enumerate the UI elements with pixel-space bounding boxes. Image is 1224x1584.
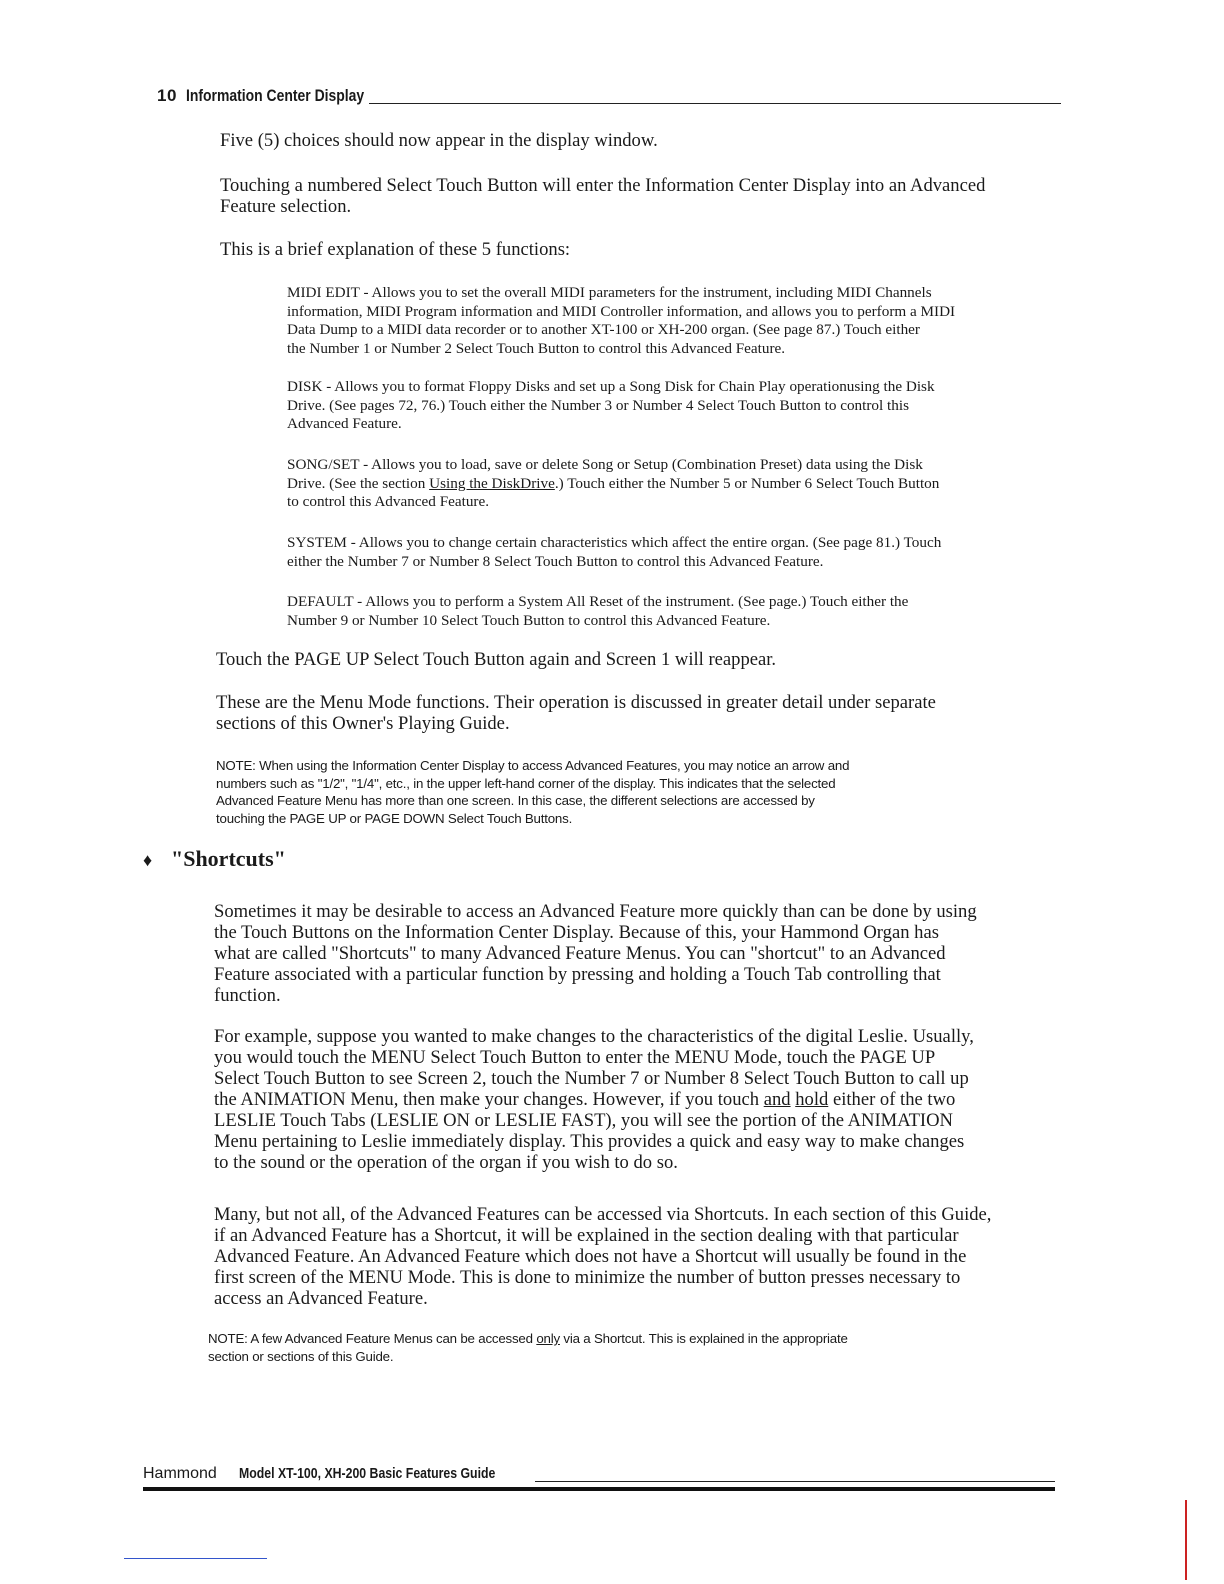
page-up-paragraph: Touch the PAGE UP Select Touch Button again and Screen 1 will reappear. [216, 649, 777, 670]
bottom-rule [124, 1558, 267, 1559]
guide-title: Model XT-100, XH-200 Basic Features Guide [239, 1465, 496, 1482]
footer-rule-thick [143, 1487, 1055, 1491]
shortcuts-title: "Shortcuts" [171, 846, 286, 871]
margin-marker [1185, 1500, 1187, 1580]
section-reference-link[interactable]: Using the DiskDrive [429, 474, 555, 492]
section-title: Information Center Display [186, 86, 365, 105]
function-default: DEFAULT - Allows you to perform a System All Reset of the instrument. (See page.) Touch either the Number 9 or Number 10 Select Touch Button to control this Advanced Feature. [287, 593, 909, 629]
intro-paragraph-1: Five (5) choices should now appear in the display window. [220, 130, 658, 151]
function-disk: DISK - Allows you to format Floppy Disks and set up a Song Disk for Chain Play operationusing the Disk Drive. (See pages 72, 76.) Touch either the Number 3 or Number 4 Select Touch Button to control this Advanced Feature. [287, 378, 935, 432]
shortcuts-heading [143, 846, 286, 872]
shortcuts-paragraph-1: Sometimes it may be desirable to access an Advanced Feature more quickly than can be done by using the Touch Buttons on the Information Center Display. Because of this, your Hammond Organ has what are called "Shortcuts" to many Advanced Feature Menus. You can "shortcut" to an Advanced Feature associated with a particular function by pressing and holding a Touch Tab controlling that function. [214, 901, 977, 1006]
footer-rule-thin [535, 1481, 1055, 1482]
intro-paragraph-3: This is a brief explanation of these 5 functions: [220, 239, 571, 260]
note-advanced-features: NOTE: When using the Information Center Display to access Advanced Features, you may notice an arrow and numbers such as "1/2", "1/4", etc., in the upper left-hand corner of the display. This indicates that the selected Advanced Feature Menu has more than one screen. In this case, the different selections are accessed by touching the PAGE UP or PAGE DOWN Select Touch Buttons. [216, 758, 850, 826]
header-rule [369, 103, 1061, 104]
page-number: 10 [157, 86, 177, 105]
shortcuts-paragraph-3: Many, but not all, of the Advanced Features can be accessed via Shortcuts. In each section of this Guide, if an Advanced Feature has a Shortcut, it will be explained in the section dealing with that particular Advanced Feature. An Advanced Feature which does not have a Shortcut will usually be found in the first screen of the MENU Mode. This is done to minimize the number of button presses necessary to access an Advanced Feature. [214, 1204, 992, 1309]
function-system: SYSTEM - Allows you to change certain characteristics which affect the entire organ. (See page 81.) Touch either the Number 7 or Number 8 Select Touch Button to control this Advanced Feature. [287, 534, 942, 570]
menu-mode-paragraph: These are the Menu Mode functions. Their operation is discussed in greater detail under separate sections of this Owner's Playing Guide. [216, 692, 936, 734]
note-shortcut-only: NOTE: A few Advanced Feature Menus can be accessed only via a Shortcut. This is explained in the appropriate section or sections of this Guide. [208, 1331, 848, 1364]
page-header [157, 86, 1061, 108]
shortcuts-paragraph-2: For example, suppose you wanted to make changes to the characteristics of the digital Leslie. Usually, you would touch the MENU Select Touch Button to enter the MENU Mode, touch the PAGE UP Select Touch Button to see Screen 2, touch the Number 7 or Number 8 Select Touch Button to call up the ANIMATION Menu, then make your changes. However, if you touch and hold either of the two LESLIE Touch Tabs (LESLIE ON or LESLIE FAST), you will see the portion of the ANIMATION Menu pertaining to Leslie immediately display. This provides a quick and easy way to make changes to the sound or the operation of the organ if you wish to do so. [214, 1026, 974, 1173]
intro-paragraph-2: Touching a numbered Select Touch Button will enter the Information Center Display into an Advanced Feature selection. [220, 175, 986, 217]
diamond-bullet-icon: ♦ [143, 850, 153, 870]
function-song-set: SONG/SET - Allows you to load, save or delete Song or Setup (Combination Preset) data using the Disk Drive. (See the section Using the DiskDrive.) Touch either the Number 5 or Number 6 Select Touch Button to control this Advanced Feature. [287, 456, 940, 510]
page-footer [143, 1465, 1055, 1491]
brand-name: Hammond [143, 1465, 217, 1482]
function-midi-edit: MIDI EDIT - Allows you to set the overall MIDI parameters for the instrument, including MIDI Channels information, MIDI Program information and MIDI Controller information, and allows you to perform a MIDI Data Dump to a MIDI data recorder or to another XT-100 or XH-200 organ. (See page 87.) Touch either the Number 1 or Number 2 Select Touch Button to control this Advanced Feature. [287, 284, 956, 357]
